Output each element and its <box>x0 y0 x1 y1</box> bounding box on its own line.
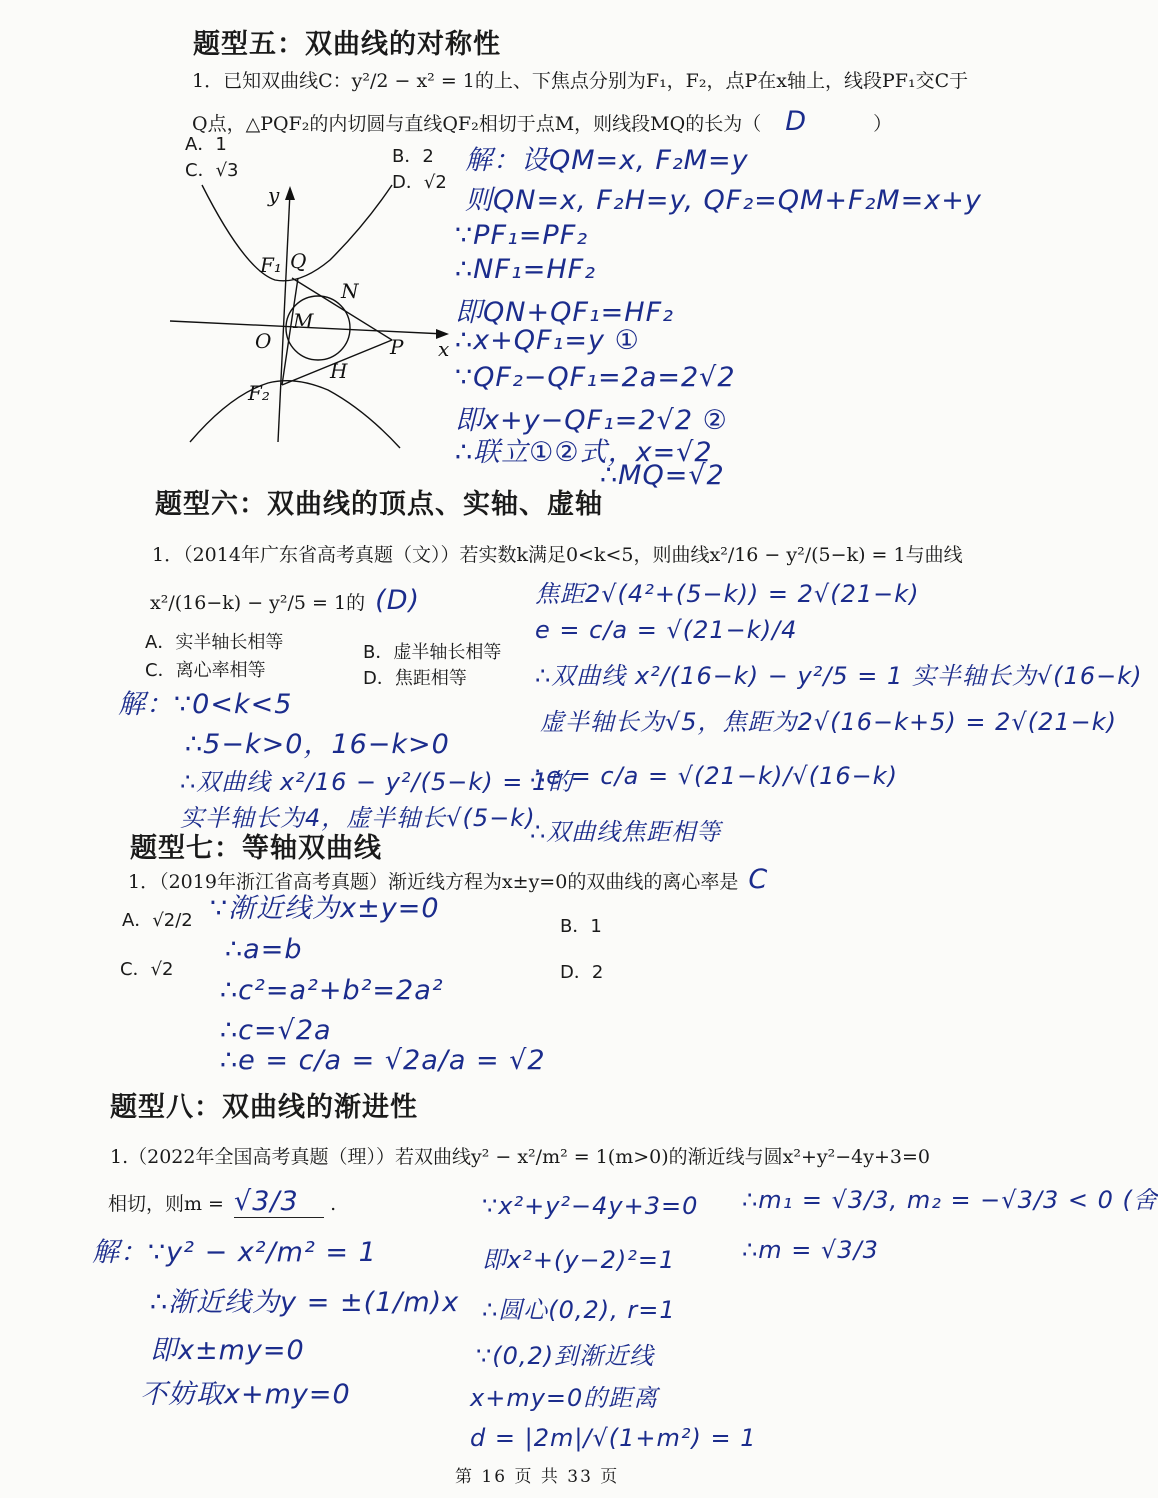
s5-solution-line-2: 则QN=x, F₂H=y, QF₂=QM+F₂M=x+y <box>465 185 982 216</box>
s6-solution-left-4: 实半轴长为4，虚半轴长√(5−k) <box>180 804 536 832</box>
s6-solution-right-3: ∴双曲线 x²/(16−k) − y²/5 = 1 实半轴长为√(16−k) <box>535 662 1143 690</box>
s6-option-d: D．焦距相等 <box>363 668 467 689</box>
s5-solution-line-10: ∴MQ=√2 <box>600 460 725 491</box>
fig-label-f1: F₁ <box>260 253 282 277</box>
s8-question-text: 相切，则m = <box>108 1193 224 1215</box>
s6-solution-left-1: 解：∵0<k<5 <box>118 689 293 720</box>
s5-question-line-2 <box>192 106 892 137</box>
s8-solution-left-1: 解：∵y² − x²/m² = 1 <box>92 1237 377 1268</box>
s5-solution-line-5: 即QN+QF₁=HF₂ <box>455 297 674 328</box>
fig-label-f2: F₂ <box>248 381 270 405</box>
s8-solution-mid-4: ∵(0,2)到渐近线 <box>476 1342 655 1370</box>
section-7-title: 题型七：等轴双曲线 <box>130 833 382 864</box>
section-5-title: 题型五：双曲线的对称性 <box>193 29 501 60</box>
s5-option-b: B．2 <box>392 146 434 167</box>
fig-label-y: y <box>268 183 280 207</box>
fig-label-p: P <box>390 335 404 359</box>
s6-option-c: C．离心率相等 <box>145 660 266 681</box>
s8-solution-left-3: 即x±my=0 <box>150 1335 305 1366</box>
s8-answer: √3/3 <box>234 1186 324 1218</box>
s5-solution-line-4: ∴NF₁=HF₂ <box>455 254 597 285</box>
s8-solution-left-4: 不妨取x+my=0 <box>140 1379 351 1410</box>
s8-solution-right-2: ∴m = √3/3 <box>742 1236 879 1264</box>
hyperbola-figure <box>160 180 460 460</box>
s5-question-line-1: 1．已知双曲线C：y²/2 − x² = 1的上、下焦点分别为F₁，F₂，点P在x轴上，线段PF₁交C于 <box>192 70 969 92</box>
s6-answer: (D) <box>375 585 421 616</box>
fig-label-n: N <box>341 279 359 303</box>
s7-option-b: B．1 <box>560 916 602 937</box>
s6-option-a: A．实半轴长相等 <box>145 632 284 653</box>
y-axis-arrow <box>285 186 295 200</box>
s7-question-text: 1．（2019年浙江省高考真题）渐近线方程为x±y=0的双曲线的离心率是 <box>128 871 739 893</box>
s6-solution-right-1: 焦距2√(4²+(5−k)) = 2√(21−k) <box>535 580 920 608</box>
s8-solution-mid-5: x+my=0的距离 <box>470 1384 659 1412</box>
fig-label-q: Q <box>290 249 307 273</box>
s5-solution-line-8: 即x+y−QF₁=2√2 ② <box>455 405 728 436</box>
s5-option-c: C．√3 <box>185 160 239 181</box>
s5-solution-line-7: ∵QF₂−QF₁=2a=2√2 <box>455 362 736 393</box>
s5-paren-close: ） <box>873 113 893 135</box>
fig-label-x: x <box>438 337 450 361</box>
s5-solution-line-6: ∴x+QF₁=y ① <box>455 325 640 356</box>
s6-solution-left-2: ∴5−k>0，16−k>0 <box>185 729 450 760</box>
s6-solution-right-5: ∴e = c/a = √(21−k)/√(16−k) <box>530 762 898 790</box>
s7-solution-2: ∴a=b <box>225 934 303 965</box>
s8-solution-mid-3: ∴圆心(0,2), r=1 <box>482 1296 676 1324</box>
s8-solution-right-1: ∴m₁ = √3/3, m₂ = −√3/3 < 0 (舍 <box>742 1186 1158 1214</box>
s6-solution-right-4: 虚半轴长为√5，焦距为2√(16−k+5) = 2√(21−k) <box>540 708 1117 736</box>
fig-label-o: O <box>255 329 272 353</box>
s5-answer: D <box>785 106 808 137</box>
s6-solution-right-6: ∴双曲线焦距相等 <box>530 818 722 846</box>
s7-solution-1: ∵渐近线为x±y=0 <box>210 893 440 924</box>
s7-option-c: C．√2 <box>120 959 174 980</box>
s6-solution-right-2: e = c/a = √(21−k)/4 <box>535 616 798 644</box>
s7-answer: C <box>748 864 769 895</box>
s6-solution-left-3: ∴双曲线 x²/16 − y²/(5−k) = 1的 <box>180 768 574 796</box>
s5-solution-line-3: ∵PF₁=PF₂ <box>455 220 589 251</box>
s6-option-b: B．虚半轴长相等 <box>363 642 502 663</box>
s7-solution-4: ∴c=√2a <box>220 1015 332 1046</box>
s6-question-text: x²/(16−k) − y²/5 = 1的 <box>150 592 366 614</box>
s6-question-line-2 <box>150 585 420 616</box>
s8-solution-mid-6: d = |2m|/√(1+m²) = 1 <box>470 1424 757 1452</box>
fig-label-m: M <box>293 309 314 333</box>
s8-solution-left-2: ∴渐近线为y = ±(1/m)x <box>150 1287 460 1318</box>
s8-question-line-1: 1.（2022年全国高考真题（理））若双曲线y² − x²/m² = 1(m>0)的渐近线与圆x²+y²−4y+3=0 <box>110 1146 930 1168</box>
s7-option-a: A．√2/2 <box>122 910 193 931</box>
s6-question-line-1: 1．（2014年广东省高考真题（文））若实数k满足0<k<5，则曲线x²/16 − y²/(5−k) = 1与曲线 <box>152 544 963 566</box>
s5-solution-line-1: 解：设QM=x, F₂M=y <box>465 145 749 176</box>
s8-question-line-2: 相切，则m = √3/3 . <box>108 1186 337 1217</box>
s7-solution-5: ∴e = c/a = √2a/a = √2 <box>220 1045 546 1076</box>
s5-solution-line-9: ∴联立①②式，x=√2 <box>455 437 713 468</box>
s8-solution-mid-1: ∵x²+y²−4y+3=0 <box>482 1192 699 1220</box>
page-footer: 第 16 页 共 33 页 <box>455 1467 620 1487</box>
section-8-title: 题型八：双曲线的渐进性 <box>110 1092 418 1123</box>
lower-branch <box>190 381 400 448</box>
s5-option-a: A．1 <box>185 134 227 155</box>
s5-question-text: Q点，△PQF₂的内切圆与直线QF₂相切于点M，则线段MQ的长为（ <box>192 113 762 135</box>
s7-solution-3: ∴c²=a²+b²=2a² <box>220 975 444 1006</box>
s5-option-d: D．√2 <box>392 172 447 193</box>
fig-label-h: H <box>330 359 348 383</box>
s8-solution-mid-2: 即x²+(y−2)²=1 <box>482 1246 676 1274</box>
section-6-title: 题型六：双曲线的顶点、实轴、虚轴 <box>155 489 603 520</box>
s7-option-d: D．2 <box>560 962 604 983</box>
